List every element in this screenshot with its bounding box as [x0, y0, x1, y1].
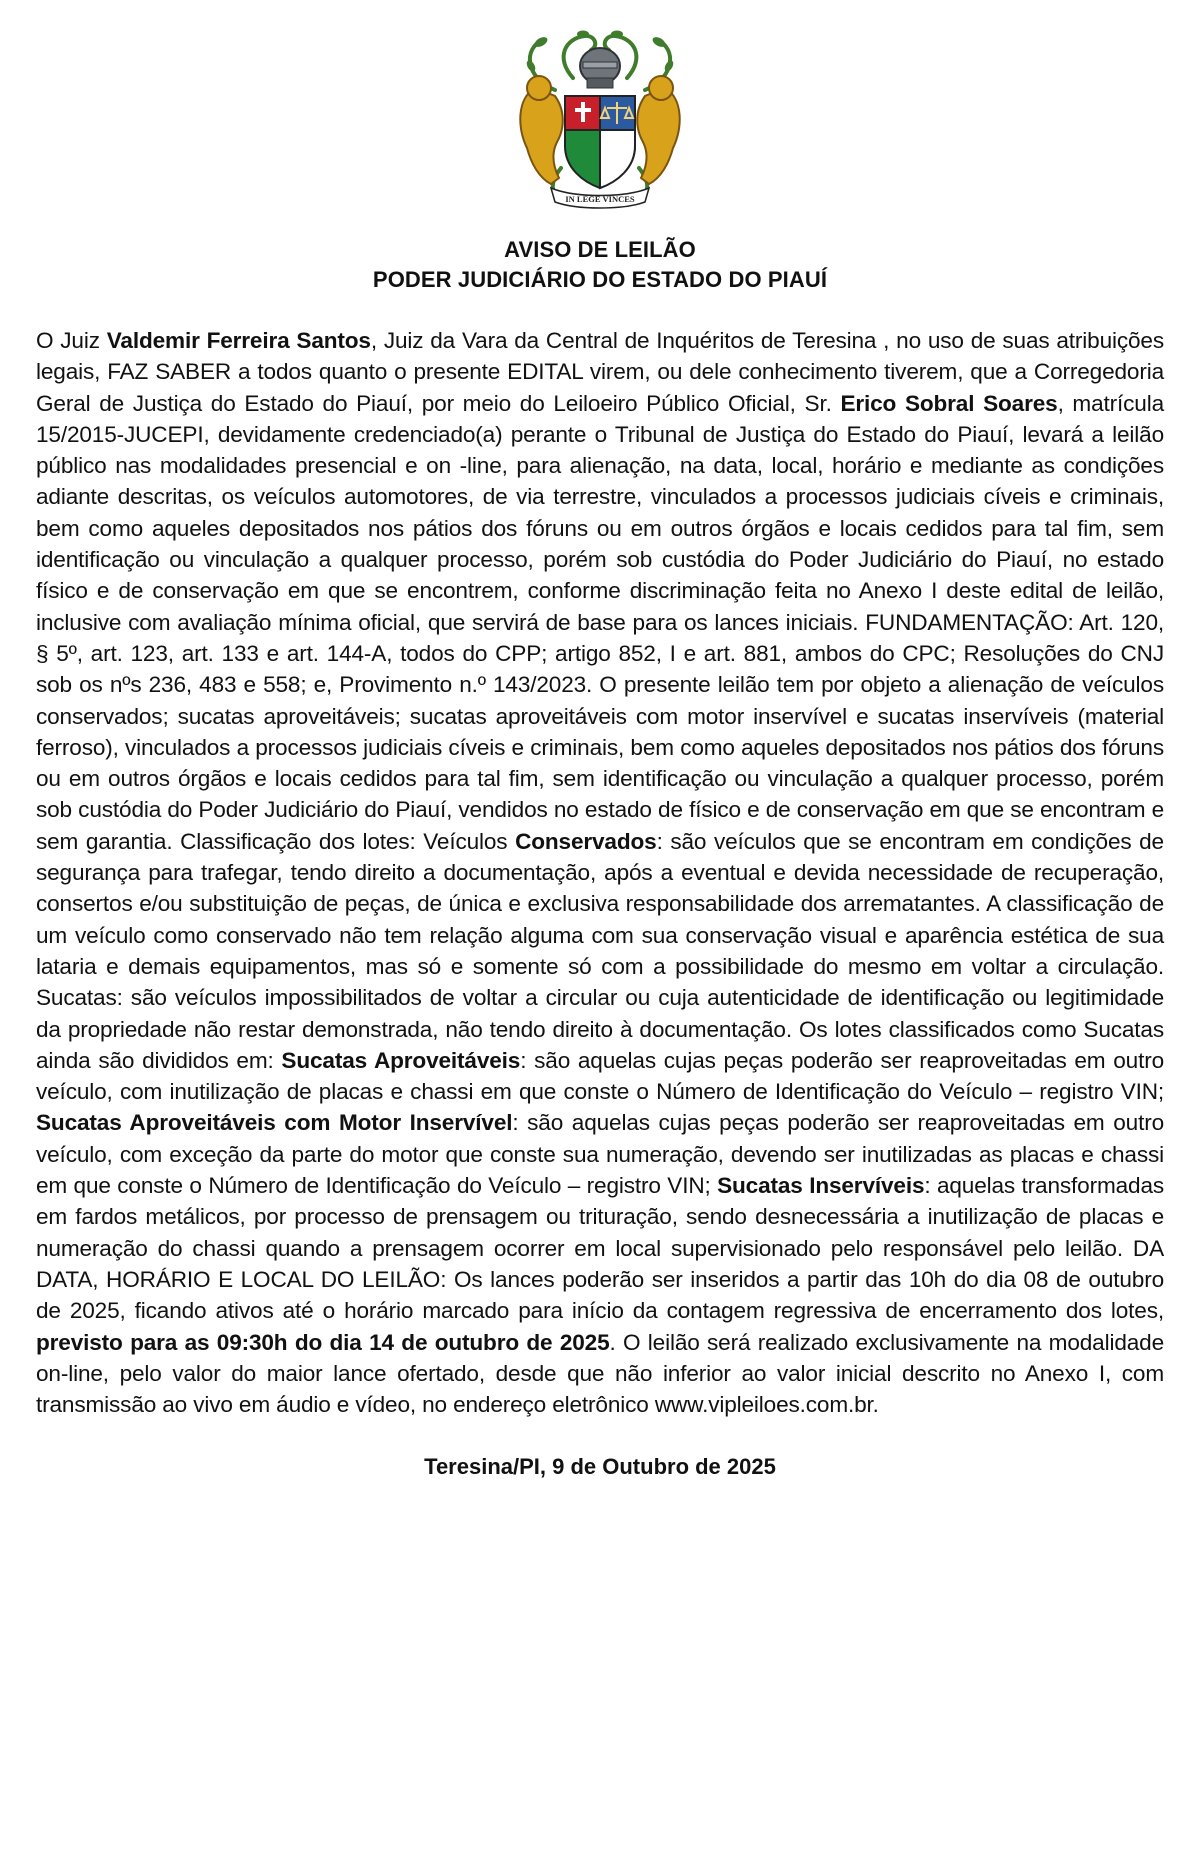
- judge-name: Valdemir Ferreira Santos: [106, 328, 371, 353]
- body-text-segment: , matrícula 15/2015-JUCEPI, devidamente credenciado(a) perante o Tribunal de Justiça do Estado do Piauí, levará a leilão público nas modalidades presencial e on -line, para alienação, na data, local, horário e mediante as condições adiante descritas, os veículos automotores, de via terrestre, vinculados a processos judiciais cíveis e criminais, bem como aqueles depositados nos pátios dos fóruns ou em outros órgãos e locais cedidos para tal fim, sem identificação ou vinculação a qualquer processo, porém sob custódia do Poder Judiciário do Piauí, no estado físico e de conservação em que se encontrem, conforme discriminação feita no Anexo I deste edital de leilão, inclusive com avaliação mínima oficial, que servirá de base para os lances iniciais. FUNDAMENTAÇÃO: Art. 120, § 5º, art. 123, art. 133 e art. 144-A, todos do CPP; artigo 852, I e art. 881, ambos do CPC; Resoluções do CNJ sob os nºs 236, 483 e 558; e, Provimento n.º 143/2023. O presente leilão tem por objeto a alienação de veículos conservados; sucatas aproveitáveis; sucatas aproveitáveis com motor inservível e sucatas inservíveis (material ferroso), vinculados a processos judiciais cíveis e criminais, bem como aqueles depositados nos pátios dos fóruns ou em outros órgãos e locais cedidos para tal fim, sem identificação ou vinculação a qualquer processo, porém sob custódia do Poder Judiciário do Piauí, vendidos no estado de físico e de conservação em que se encontram e sem garantia. Classificação dos lotes: Veículos: [36, 390, 1164, 854]
- motto-text: IN LEGE VINCES: [565, 194, 635, 204]
- body-text-segment: : são aquelas cujas peças poderão ser reaproveitadas em outro veículo, com exceção da parte do motor que conste sua numeração, devendo ser inutilizadas as placas e chassi em que conste o Número de Identificação do Veículo – registro VIN;: [36, 1110, 1164, 1199]
- notice-heading: [36, 235, 1164, 295]
- coat-of-arms-logo: [495, 18, 705, 213]
- body-text-segment: O Juiz: [36, 328, 107, 353]
- notice-body: [36, 325, 1164, 1420]
- body-text-segment: : são aquelas cujas peças poderão ser reaproveitadas em outro veículo, com inutilização de placas e chassi em que conste o Número de Identificação do Veículo – registro VIN;: [36, 1047, 1164, 1105]
- place-and-date: Teresina/PI, 9 de Outubro de 2025: [424, 1454, 776, 1480]
- body-text-segment: : são veículos que se encontram em condições de segurança para trafegar, tendo direito a documentação, após a eventual e devida necessidade de recuperação, consertos e/ou substituição de peças, de única e exclusiva responsabilidade dos arrematantes. A classificação de um veículo como conservado não tem relação alguma com sua conservação visual e aparência estética de sua lataria e demais equipamentos, mas só e somente só com a possibilidade do mesmo em voltar a circulação. Sucatas: são veículos impossibilitados de voltar a circular ou cuja autenticidade de identificação ou legitimidade da propriedade não restar demonstrada, não tendo direito à documentação. Os lotes classificados como Sucatas ainda são divididos em:: [36, 828, 1164, 1073]
- auction-deadline: previsto para as 09:30h do dia 14 de outubro de 2025: [36, 1329, 610, 1355]
- document-page: [0, 18, 1200, 1849]
- term-sucatas-aproveitaveis: Sucatas Aproveitáveis: [281, 1047, 521, 1073]
- body-text-segment: , Juiz da Vara da Central de Inquéritos de Teresina , no uso de suas atribuições legais, FAZ SABER a todos quanto o presente EDITAL virem, ou dele conhecimento tiverem, que a Corregedoria Geral de Justiça do Estado do Piauí, por meio do Leiloeiro Público Oficial, Sr.: [36, 328, 1164, 416]
- body-text-segment: : aquelas transformadas em fardos metálicos, por processo de prensagem ou trituração, sendo desnecessária a inutilização de placas e numeração do chassi quando a prensagem ocorrer em local supervisionado pelo responsável pelo leilão. DA DATA, HORÁRIO E LOCAL DO LEILÃO: Os lances poderão ser inseridos a partir das 10h do dia 08 de outubro de 2025, ficando ativos até o horário marcado para início da contagem regressiva de encerramento dos lotes,: [36, 1173, 1165, 1324]
- term-sucatas-inserviveis: Sucatas Inservíveis: [717, 1173, 925, 1199]
- body-text-segment: . O leilão será realizado exclusivamente na modalidade on-line, pelo valor do maior lance ofertado, desde que não inferior ao valor inicial descrito no Anexo I, com transmissão ao vivo em áudio e vídeo, no endereço eletrônico www.vipleiloes.com.br.: [36, 1329, 1164, 1418]
- term-conservados: Conservados: [515, 828, 657, 854]
- auctioneer-name: Erico Sobral Soares: [840, 390, 1058, 416]
- notice-title: AVISO DE LEILÃO: [504, 237, 696, 262]
- term-sucatas-motor-inservivel: Sucatas Aproveitáveis com Motor Inservível: [36, 1110, 513, 1136]
- notice-subtitle: PODER JUDICIÁRIO DO ESTADO DO PIAUÍ: [372, 267, 828, 292]
